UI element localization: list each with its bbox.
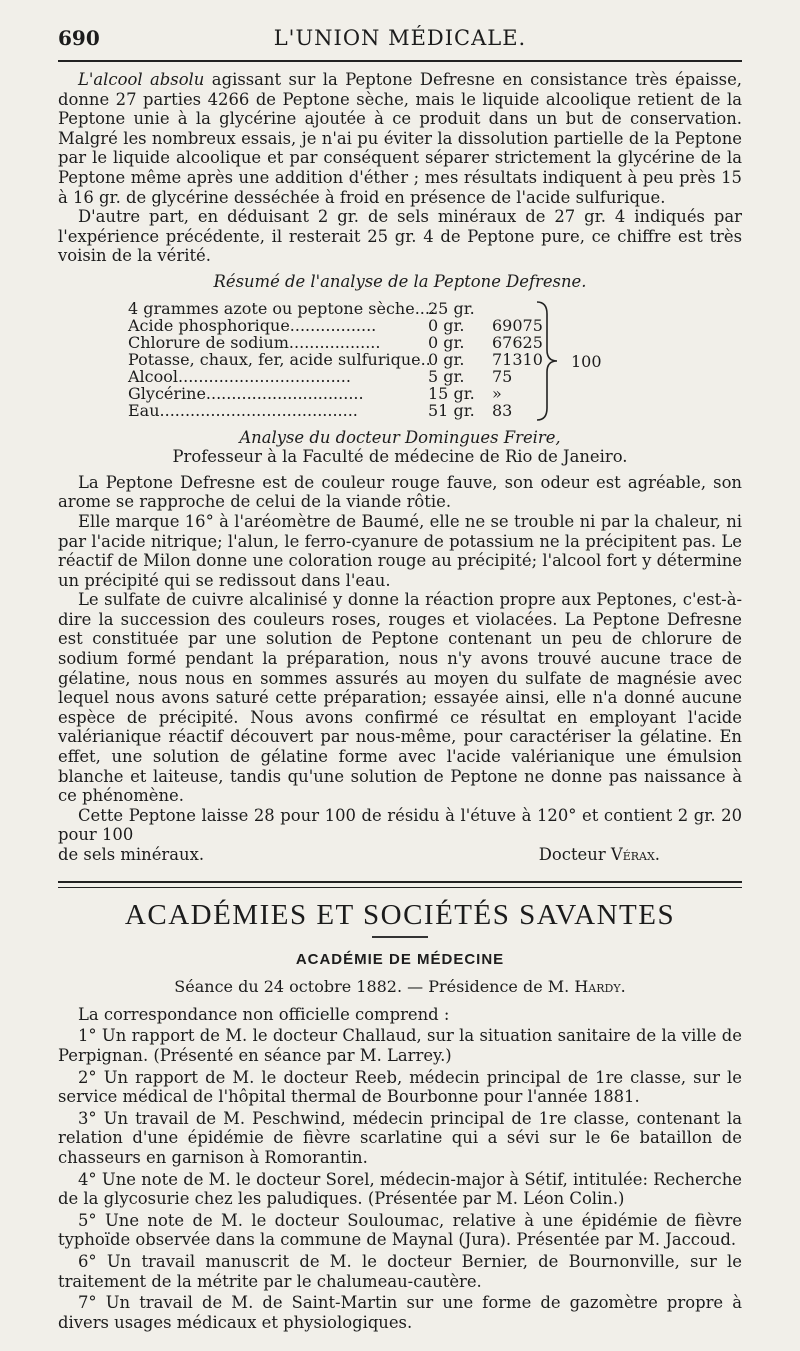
intro-paragraph-2: D'autre part, en déduisant 2 gr. de sels minéraux de 27 gr. 4 indiqués par l'expérience précédente, il resterait 25 gr. 4 de Peptone pure, ce chiffre est très voisin de la vérité. [58, 207, 742, 266]
summary-grams: 25 gr. [428, 298, 475, 318]
attribution-line-1: Analyse du docteur Domingues Freire, [239, 427, 561, 447]
summary-fraction: » [492, 383, 502, 403]
seance-text: Séance du 24 octobre 1882. — Présidence de M. [174, 977, 575, 997]
correspondence-item: 2° Un rapport de M. le docteur Reeb, médecin principal de 1re classe, sur le service médical de l'hôpital thermal de Bourbonne pour l'année 1881. [58, 1067, 742, 1107]
running-title: L'UNION MÉDICALE. [273, 26, 527, 50]
summary-grams: 15 gr. [428, 383, 475, 403]
academy-heading: ACADÉMIE DE MÉDECINE [295, 950, 505, 968]
article-paragraph: Elle marque 16° à l'aréomètre de Baumé, elle ne se trouble ni par la chaleur, ni par l'acide nitrique; l'alun, le ferro-cyanure de potassium ne la précipitent pas. Le réactif de Milon donne une coloration rouge au précipité; l'alcool fort y détermine un précipité qui se redissout dans l'eau. [58, 511, 742, 590]
running-header [58, 26, 742, 62]
article-paragraph: Cette Peptone laisse 28 pour 100 de résidu à l'étuve à 120° et contient 2 gr. 20 pour 100 [58, 805, 742, 845]
closing-line [58, 845, 742, 865]
summary-label: Potasse, chaux, fer, acide sulfurique.. [128, 349, 431, 369]
attribution-line-2: Professeur à la Faculté de médecine de Rio de Janeiro. [172, 447, 628, 467]
summary-grams: 51 gr. [428, 400, 475, 420]
signature-name: Vérax. [610, 845, 660, 864]
correspondence-intro: La correspondance non officielle comprend : [78, 1004, 450, 1024]
section-divider [58, 881, 742, 888]
summary-label: Glycérine............................... [128, 383, 364, 403]
correspondence-item: 6° Un travail manuscrit de M. le docteur Bernier, de Bournonville, sur le traitement de la métrite par le chalumeau-cautère. [58, 1251, 742, 1291]
summary-fraction: 75 [492, 366, 513, 386]
summary-table [128, 300, 688, 424]
summary-grams: 0 gr. [428, 315, 465, 335]
correspondence-item: 3° Un travail de M. Peschwind, médecin principal de 1re classe, contenant la relation d'une épidémie de fièvre scarlatine qui a sévi sur le 6e bataillon de chasseurs en garnison à Romorantin. [58, 1108, 742, 1167]
correspondence-item: 5° Une note de M. le docteur Souloumac, relative à une épidémie de fièvre typhoïde observée dans la commune de Maynal (Jura). Présentée par M. Jaccoud. [58, 1210, 742, 1250]
correspondence-item: 1° Un rapport de M. le docteur Challaud, sur la situation sanitaire de la ville de Perpignan. (Présenté en séance par M. Larrey.) [58, 1026, 742, 1065]
section-title: ACADÉMIES ET SOCIÉTÉS SAVANTES [124, 899, 676, 931]
title-rule [372, 936, 428, 938]
summary-total: 100 [571, 351, 602, 371]
summary-label: 4 grammes azote ou peptone sèche.... [128, 298, 436, 318]
signature [539, 845, 660, 865]
seance-president: Hardy. [574, 977, 626, 997]
summary-label: Eau....................................... [128, 400, 358, 420]
summary-grams: 0 gr. [428, 332, 465, 352]
summary-grams: 0 gr. [428, 349, 465, 369]
summary-fraction: 71310 [492, 349, 543, 369]
page-body [58, 70, 742, 1332]
summary-label: Chlorure de sodium.................. [128, 332, 381, 352]
summary-fraction: 83 [492, 400, 513, 420]
lead-italic: L'alcool absolu [78, 70, 205, 89]
intro-paragraph-1 [58, 70, 742, 207]
article-paragraph: La Peptone Defresne est de couleur rouge fauve, son odeur est agréable, son arome se rapproche de celui de la viande rôtie. [58, 472, 742, 512]
signature-prefix: Docteur [538, 845, 611, 864]
right-brace-icon [533, 300, 563, 422]
closing-text: de sels minéraux. [58, 845, 205, 864]
correspondence-item: 4° Une note de M. le docteur Sorel, médecin-major à Sétif, intitulée: Recherche de la glycosurie chez les paludiques. (Présentée par M. Léon Colin.) [58, 1169, 742, 1209]
summary-grams: 5 gr. [428, 366, 465, 386]
summary-label: Acide phosphorique................. [128, 315, 377, 335]
intro-paragraph-1-text: agissant sur la Peptone Defresne en consistance très épaisse, donne 27 parties 4266 de Peptone sèche, mais le liquide alcoolique retient de la Peptone unie à la glycérine ajoutée à ce produit dans un but de conservation. Malgré les nombreux essais, je n'ai pu éviter la dissolution partielle de la Peptone par le liquide alcoolique et par conséquent séparer strictement la glycérine de la Peptone même après une addition d'éther ; mes résultats indiquent à peu près 15 à 16 gr. de glycérine desséchée à froid en présence de l'acide sulfurique. [58, 70, 742, 207]
summary-label: Alcool.................................. [128, 366, 351, 386]
summary-fraction: 69075 [492, 315, 543, 335]
page-number: 690 [58, 26, 100, 50]
article-paragraph: Le sulfate de cuivre alcalinisé y donne la réaction propre aux Peptones, c'est-à-dire la succession des couleurs roses, rouges et violacées. La Peptone Defresne est constituée par une solution de Peptone contenant un peu de chlorure de sodium formé pendant la préparation, nous n'y avons trouvé aucune trace de gélatine, nous nous en sommes assurés au moyen du sulfate de magnésie avec lequel nous avons saturé cette préparation; essayée ainsi, elle n'a donné aucune espèce de précipité. Nous avons confirmé ce résultat en employant l'acide valérianique réactif découvert par nous-même, pour caractériser la gélatine. En effet, une solution de gélatine forme avec l'acide valérianique une émulsion blanche et laiteuse, tandis qu'une solution de Peptone ne donne pas naissance à ce phénomène. [58, 590, 742, 806]
seance-line [58, 977, 742, 997]
summary-fraction: 67625 [492, 332, 543, 352]
summary-title: Résumé de l'analyse de la Peptone Defresne. [213, 271, 587, 291]
correspondence-item: 7° Un travail de M. de Saint-Martin sur une forme de gazomètre propre à divers usages médicaux et physiologiques. [58, 1293, 742, 1332]
